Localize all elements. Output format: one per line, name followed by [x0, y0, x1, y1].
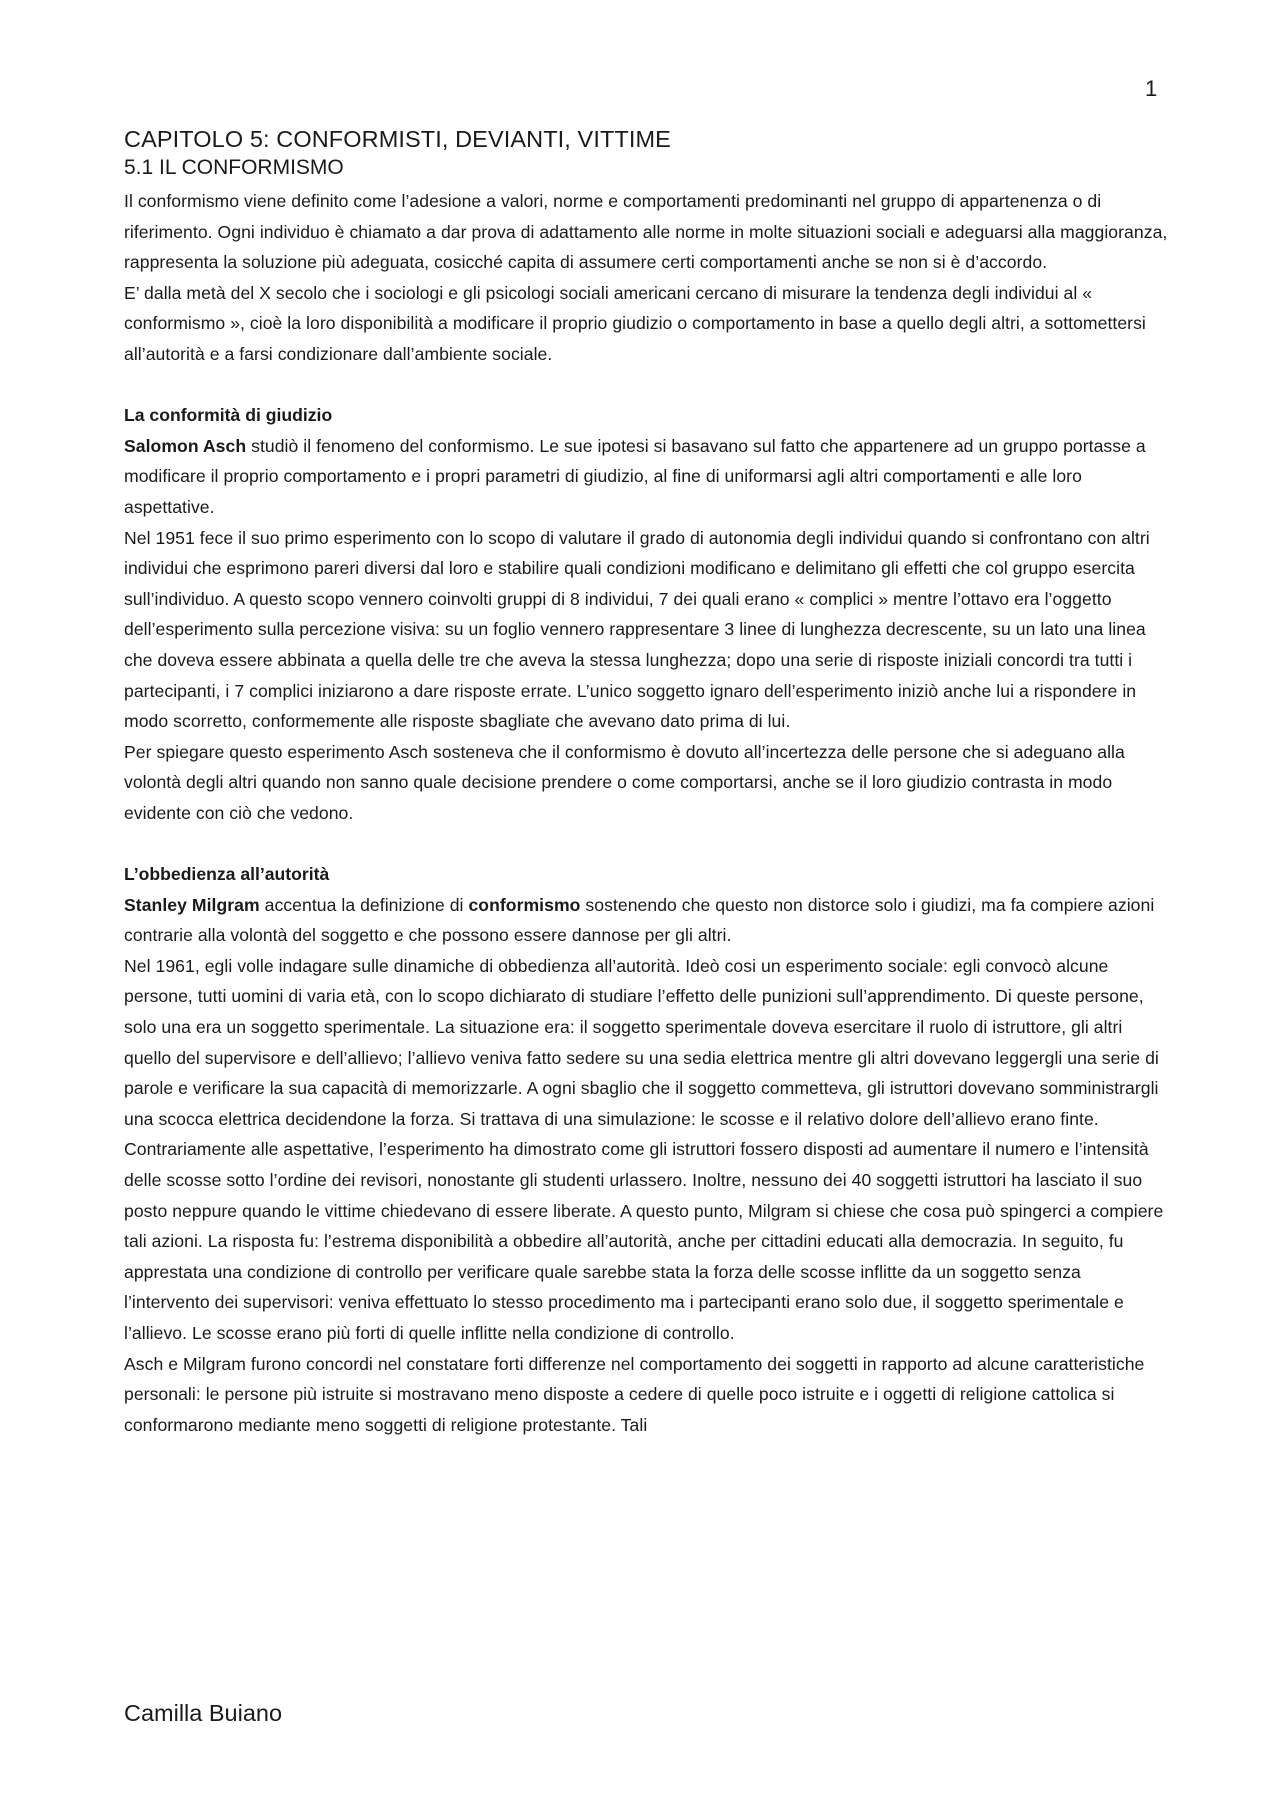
milgram-paragraph-1 — [124, 890, 1168, 951]
milgram-paragraph-1-mid: accentua la definizione di — [259, 894, 469, 915]
milgram-name: Stanley Milgram — [124, 894, 260, 915]
document-body — [124, 124, 1168, 1440]
milgram-heading: L’obbedienza all’autorità — [124, 864, 330, 885]
milgram-term: conformismo — [468, 894, 581, 915]
milgram-paragraph-2: Nel 1961, egli volle indagare sulle dinamiche di obbedienza all’autorità. Ideò cosi un esperimento sociale: egli convocò alcune persone, tutti uomini di varia età, con lo scopo dichiarato di studiare l’effetto delle punizioni sull’apprendimento. Di queste persone, solo una era un soggetto sperimentale. La situazione era: il soggetto sperimentale doveva esercitare il ruolo di istruttore, gli altri quello del supervisore e dell’allievo; l’allievo veniva fatto sedere su una sedia elettrica mentre gli altri dovevano leggergli una serie di parole e verificare la sua capacità di memorizzarle. A ogni sbaglio che il soggetto commetteva, gli istruttori dovevano somministrargli una scocca elettrica decidendone la forza. Si trattava di una simulazione: le scosse e il relativo dolore dell’allievo erano finte. Contrariamente alle aspettative, l’esperimento ha dimostrato come gli istruttori fossero disposti ad aumentare il numero e l’intensità delle scosse sotto l’ordine dei revisori, nonostante gli studenti urlassero. Inoltre, nessuno dei 40 soggetti istruttori ha lasciato il suo posto neppure quando le vittime chiedevano di essere liberate. A questo punto, Milgram si chiese che cosa può spingerci a compiere tali azioni. La risposta fu: l’estrema disponibilità a obbedire all’autorità, anche per cittadini educati alla democrazia. In seguito, fu apprestata una condizione di controllo per verificare quale sarebbe stata la forza delle scosse inflitte da un soggetto senza l’intervento dei supervisori: veniva effettuato lo stesso procedimento ma i partecipanti erano solo due, il soggetto sperimentale e l’allievo. Le scosse erano più forti di quelle inflitte nella condizione di controllo. — [124, 955, 1164, 1343]
asch-heading: La conformità di giudizio — [124, 405, 333, 426]
asch-paragraph-1 — [124, 431, 1168, 523]
milgram-paragraph-1-text: sostenendo che questo non distorce solo i giudizi, ma fa compiere azioni contrarie alla volontà del soggetto e che possono essere dannose per gli altri. — [124, 894, 1155, 946]
intro-paragraph-1: Il conformismo viene definito come l’adesione a valori, norme e comportamenti predominanti nel gruppo di appartenenza o di riferimento. Ogni individuo è chiamato a dar prova di adattamento alle norme in molte situazioni sociali e adeguarsi alla maggioranza, rappresenta la soluzione più adeguata, cosicché capita di assumere certi comportamenti anche se non si è d’accordo. — [124, 191, 1168, 273]
milgram-paragraph-3: Asch e Milgram furono concordi nel constatare forti differenze nel comportamento dei soggetti in rapporto ad alcune caratteristiche personali: le persone più istruite si mostravano meno disposte a cedere di quelle poco istruite e i oggetti di religione cattolica si conformarono mediante meno soggetti di religione protestante. Tali — [124, 1353, 1145, 1435]
asch-paragraph-1-text: studiò il fenomeno del conformismo. Le sue ipotesi si basavano sul fatto che appartenere ad un gruppo portasse a modificare il proprio comportamento e i propri parametri di giudizio, al fine di uniformarsi agli altri comportamenti e alle loro aspettative. — [124, 435, 1146, 517]
footer-author: Camilla Buiano — [124, 1700, 283, 1726]
page-number: 1 — [1145, 76, 1158, 101]
section-title: 5.1 IL CONFORMISMO — [124, 156, 344, 179]
asch-paragraph-3: Per spiegare questo esperimento Asch sosteneva che il conformismo è dovuto all’incertezza delle persone che si adeguano alla volontà degli altri quando non sanno quale decisione prendere o come comportarsi, anche se il loro giudizio contrasta in modo evidente con ciò che vedono. — [124, 741, 1125, 823]
asch-name: Salomon Asch — [124, 435, 247, 456]
paragraph-spacer — [124, 370, 1168, 401]
paragraph-spacer — [124, 828, 1168, 859]
chapter-title: CAPITOLO 5: CONFORMISTI, DEVIANTI, VITTIME — [124, 126, 671, 152]
intro-paragraph-2: E’ dalla metà del X secolo che i sociologi e gli psicologi sociali americani cercano di misurare la tendenza degli individui al « conformismo », cioè la loro disponibilità a modificare il proprio giudizio o comportamento in base a quello degli altri, a sottomettersi all’autorità e a farsi condizionare dall’ambiente sociale. — [124, 282, 1146, 364]
asch-paragraph-2: Nel 1951 fece il suo primo esperimento con lo scopo di valutare il grado di autonomia degli individui quando si confrontano con altri individui che esprimono pareri diversi dal loro e stabilire quali condizioni modificano e delimitano gli effetti che col gruppo esercita sull’individuo. A questo scopo vennero coinvolti gruppi di 8 individui, 7 dei quali erano « complici » mentre l’ottavo era l’oggetto dell’esperimento sulla percezione visiva: su un foglio vennero rappresentare 3 linee di lunghezza decrescente, su un lato una linea che doveva essere abbinata a quella delle tre che aveva la stessa lunghezza; dopo una serie di risposte iniziali concordi tra tutti i partecipanti, i 7 complici iniziarono a dare risposte errate. L’unico soggetto ignaro dell’esperimento iniziò anche lui a rispondere in modo scorretto, conformemente alle risposte sbagliate che avevano dato prima di lui. — [124, 527, 1150, 732]
